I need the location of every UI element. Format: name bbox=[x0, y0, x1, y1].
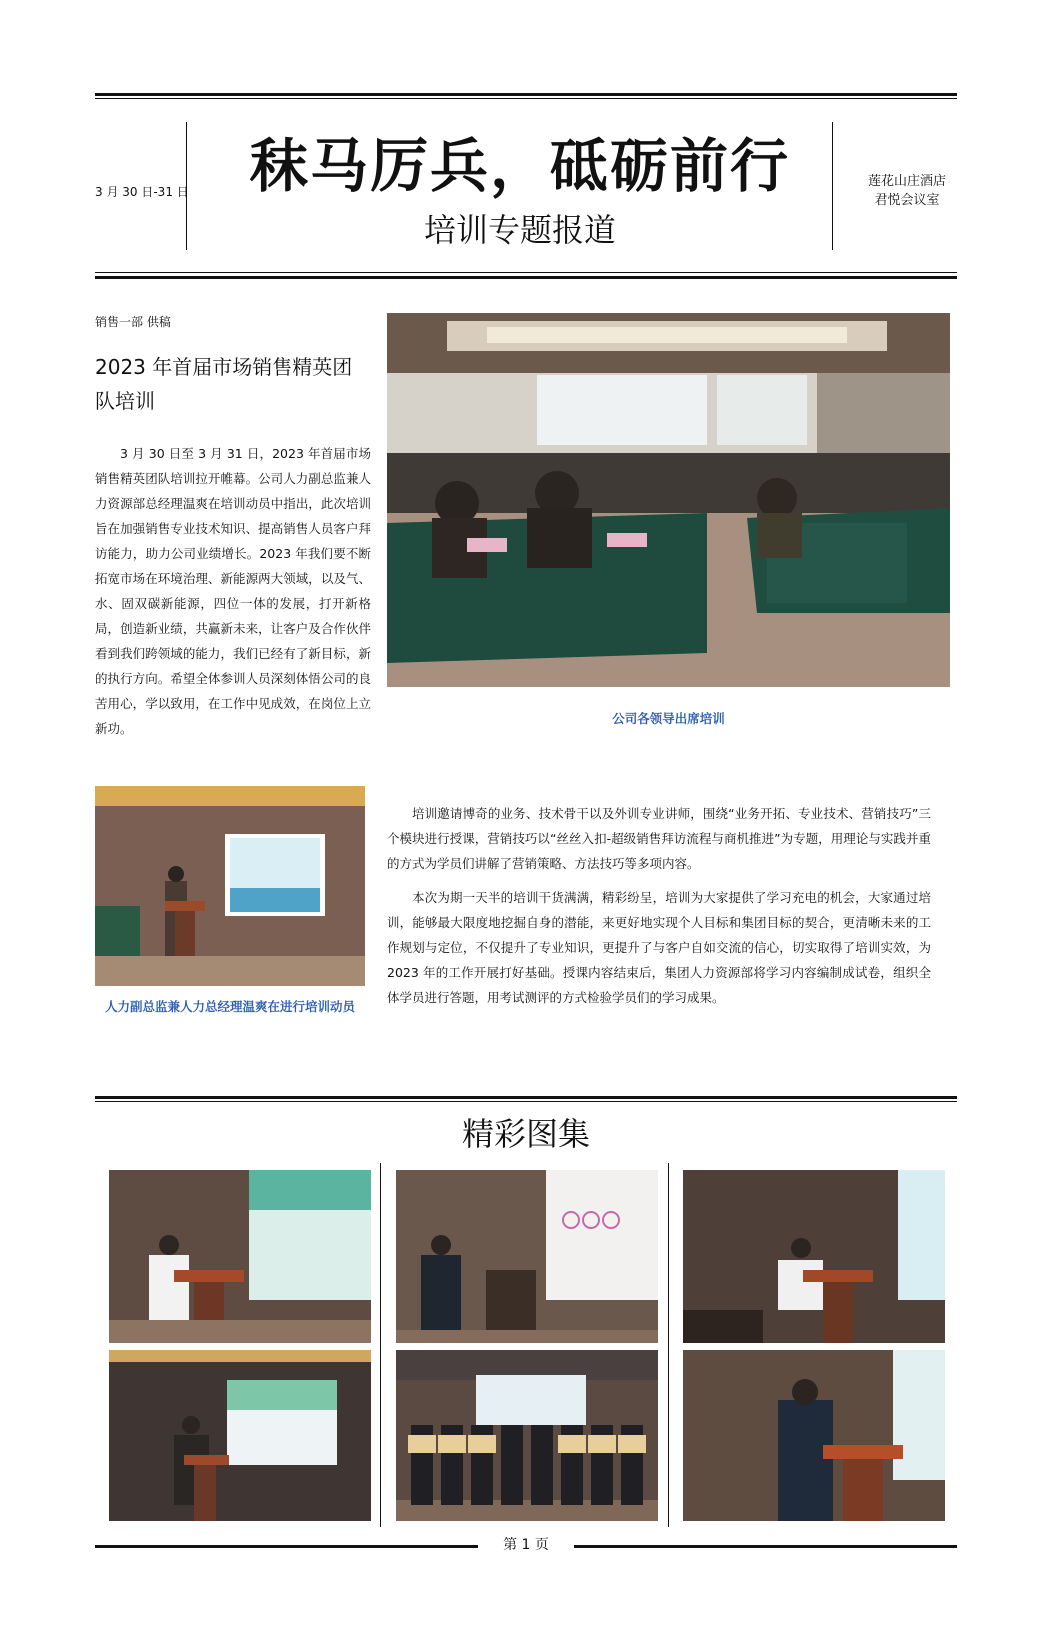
gallery-divider-1 bbox=[380, 1163, 381, 1527]
photo-speaker bbox=[95, 786, 365, 986]
article-paragraph-2: 培训邀请博奇的业务、技术骨干以及外训专业讲师，围绕“业务开拓、专业技术、营销技巧”三个模块进行授课，营销技巧以“丝丝入扣-超级销售拜访流程与商机推进”为专题，用理论与实践并重的方式为学员们讲解了营销策略、方法技巧等多项内容。 bbox=[387, 806, 931, 871]
article-author: 销售一部 供稿 bbox=[95, 315, 171, 329]
gallery-photo-1 bbox=[109, 1170, 371, 1343]
gallery-top-rule-thin bbox=[95, 1101, 957, 1102]
gallery-photo-2 bbox=[396, 1170, 658, 1343]
gallery-title: 精彩图集 bbox=[461, 1115, 590, 1153]
venue-line-1: 莲花山庄酒店 bbox=[867, 174, 946, 189]
gallery-photo-4 bbox=[109, 1350, 371, 1521]
page-number: 第 1 页 bbox=[478, 1534, 574, 1554]
page-title: 秣马厉兵，砥砺前行 bbox=[249, 132, 790, 200]
header-top-rule-thin bbox=[95, 98, 957, 99]
gallery-photo-5 bbox=[396, 1350, 658, 1521]
article-paragraph-1: 3 月 30 日至 3 月 31 日，2023 年首届市场销售精英团队培训拉开帷幕。公司人力副总监兼人力资源部总经理温爽在培训动员中指出，此次培训旨在加强销售专业技术知识、提高销售人员客户拜访能力，助力公司业绩增长。2023 年我们要不断拓宽市场在环境治理、新能源两大领域，以及气、水、固双碳新能源，四位一体的发展，打开新格局，创造新业绩，共赢新未来，让客户及合作伙伴看到我们跨领域的能力，我们已经有了新目标，新的执行方向。希望全体参训人员深刻体悟公司的良苦用心，学以致用，在工作中见成效，在岗位上立新功。 bbox=[95, 446, 371, 736]
header-bottom-rule bbox=[95, 276, 957, 279]
event-venue bbox=[862, 172, 952, 210]
article-paragraph-3: 本次为期一天半的培训干货满满，精彩纷呈，培训为大家提供了学习充电的机会，大家通过培训，能够最大限度地挖掘自身的潜能，来更好地实现个人目标和集团目标的契合，更清晰未来的工作规划与定位，不仅提升了专业知识，更提升了与客户自如交流的信心，切实取得了培训实效，为 2023 年的工作开展打好基础。授课内容结束后，集团人力资源部将学习内容编制成试卷，组织全体学员进行答题，用考试测评的方式检验学员们的学习成果。 bbox=[387, 890, 931, 1005]
caption-main-photo: 公司各领导出席培训 bbox=[612, 711, 725, 726]
header-bottom-rule-thin bbox=[95, 272, 957, 273]
caption-speaker-photo: 人力副总监兼人力总经理温爽在进行培训动员 bbox=[104, 999, 355, 1014]
gallery-top-rule bbox=[95, 1096, 957, 1099]
gallery-divider-2 bbox=[668, 1163, 669, 1527]
gallery-photo-3 bbox=[683, 1170, 945, 1343]
article-title: 2023 年首届市场销售精英团队培训 bbox=[95, 355, 353, 413]
photo-training-room bbox=[387, 313, 950, 687]
header-top-rule bbox=[95, 93, 957, 96]
gallery-photo-6 bbox=[683, 1350, 945, 1521]
venue-line-2: 君悦会议室 bbox=[874, 193, 940, 208]
page-subtitle: 培训专题报道 bbox=[423, 211, 616, 249]
event-date: 3 月 30 日-31 日 bbox=[95, 185, 189, 199]
